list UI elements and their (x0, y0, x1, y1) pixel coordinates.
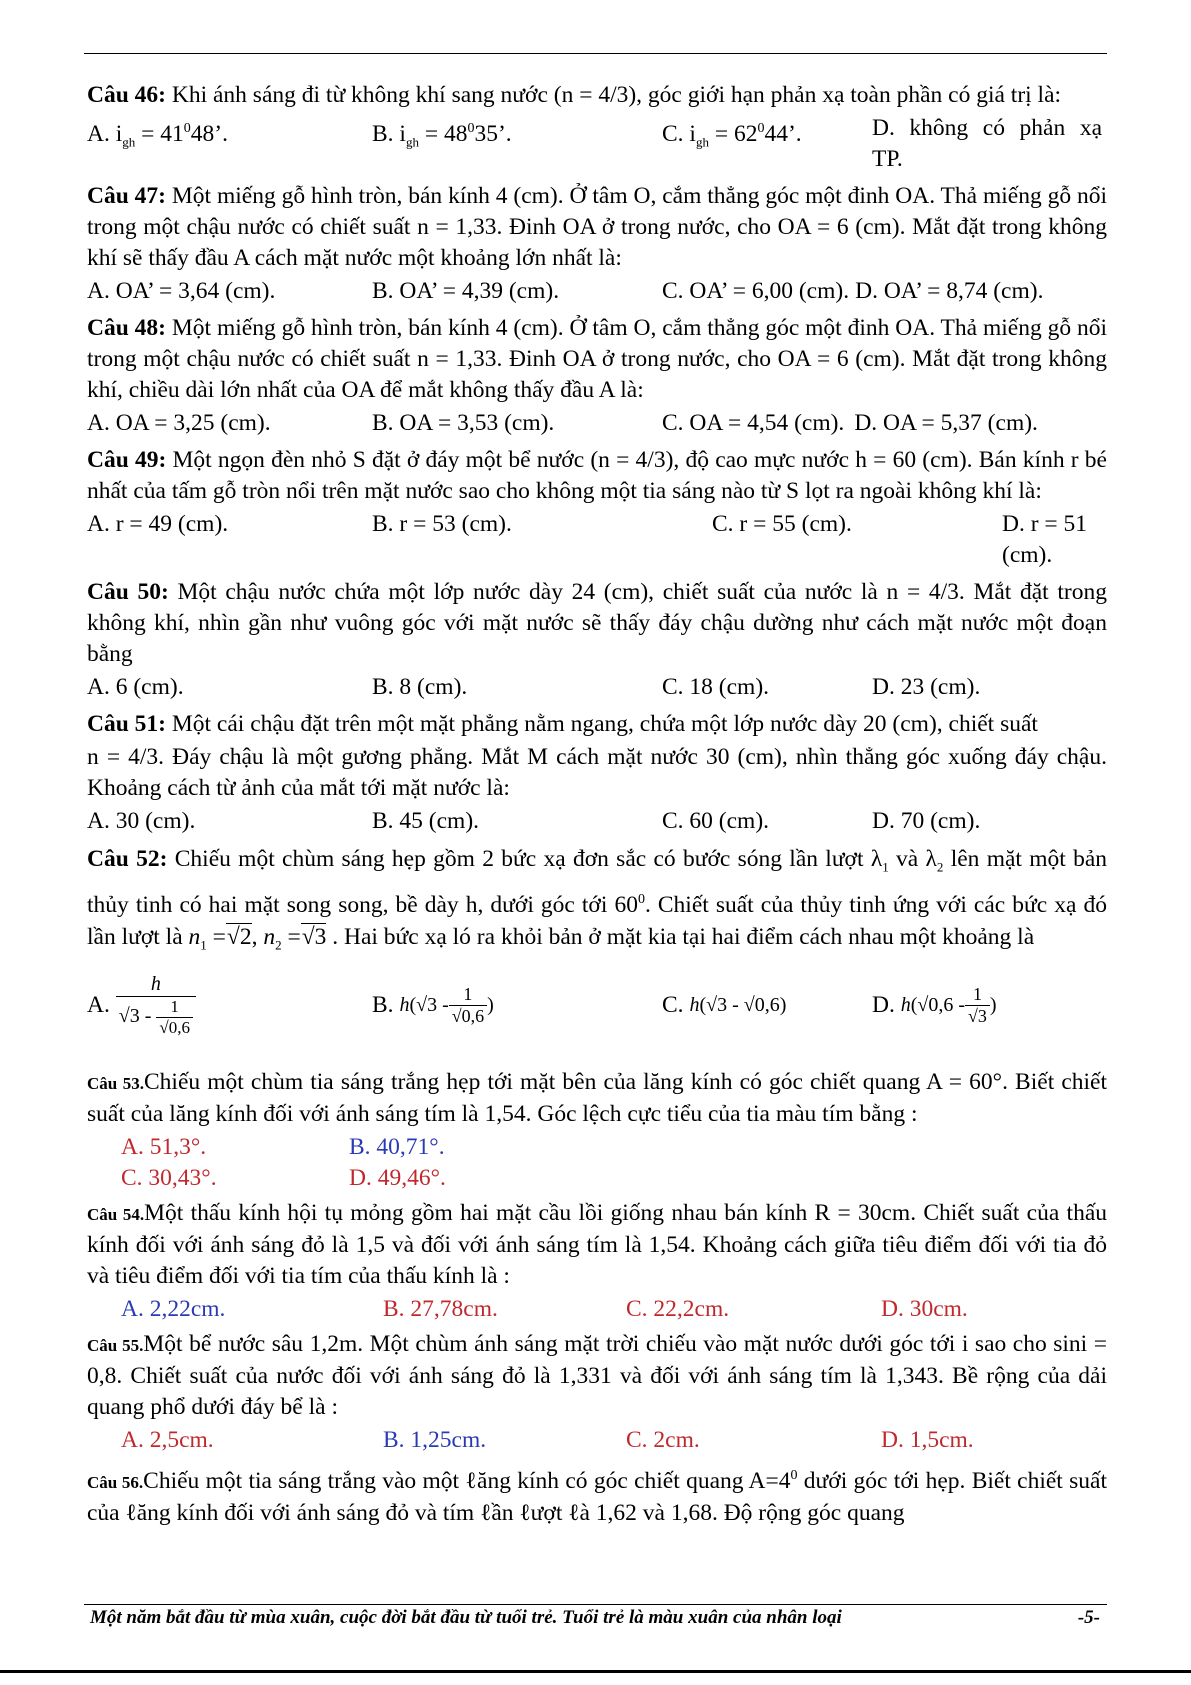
question-label: Câu 49: (87, 447, 167, 473)
bottom-border (0, 1670, 1191, 1673)
question-52 (87, 843, 1107, 1043)
question-53 (87, 1067, 1107, 1194)
option-c[interactable]: C. 22,2cm. (626, 1296, 730, 1323)
option-b[interactable]: B. r = 53 (cm). (372, 511, 512, 537)
option-c[interactable]: C. h (√3 - √0,6) (662, 991, 787, 1018)
question-54 (87, 1198, 1107, 1325)
option-a[interactable]: A. OA = 3,25 (cm). (87, 410, 271, 436)
option-b[interactable]: B. $i_{gh} = 48^035$’. (372, 120, 512, 150)
question-list (87, 80, 1107, 1529)
question-text: Một bể nước sâu 1,2m. Một chùm ánh sáng mặt trời chiếu vào mặt nước dưới góc tới i sao cho sini = 0,8. Chiết suất của nước đối với ánh sáng đỏ là 1,331 và đối với ánh sáng tím là 1,343. Bề rộng của dải quang phổ dưới đáy bể là : (87, 1331, 1108, 1421)
footer-motto: Một năm bắt đầu từ mùa xuân, cuộc đời bắt đầu từ tuổi trẻ. Tuổi trẻ là màu xuân của nhân loại (90, 1607, 842, 1628)
option-b[interactable]: B. 1,25cm. (383, 1427, 487, 1454)
question-label: Câu 56. (87, 1473, 144, 1493)
option-b[interactable]: B. 45 (cm). (372, 808, 480, 834)
footer (90, 1607, 1100, 1629)
option-c[interactable]: C. r = 55 (cm). (712, 511, 852, 537)
question-text: Một chậu nước chứa một lớp nước dày 24 (cm), chiết suất của nước là n = 4/3. Mắt đặt trong không khí, nhìn gần như vuông góc với mặt nước sẽ thấy đáy chậu dường như cách mặt nước một đoạn bằng (87, 579, 1107, 667)
question-label: Câu 51: (87, 711, 166, 737)
question-label: Câu 50: (87, 579, 169, 605)
option-a[interactable]: A. 30 (cm). (87, 808, 196, 834)
option-b[interactable]: B. 27,78cm. (383, 1296, 498, 1323)
option-d[interactable]: D. 23 (cm). (872, 674, 981, 700)
option-a[interactable]: A. r = 49 (cm). (87, 511, 229, 537)
option-d[interactable]: D. OA = 5,37 (cm). (854, 410, 1038, 436)
option-c[interactable]: C. 60 (cm). (662, 808, 770, 834)
question-49 (87, 445, 1107, 571)
question-text: Một miếng gỗ hình tròn, bán kính 4 (cm). Ở tâm O, cắm thẳng góc một đinh OA. Thả miếng gỗ nổi trong một chậu nước có chiết suất n = 1,33. Đinh OA ở trong nước, cho OA = 6 (cm). Mắt đặt trong không khí sẽ thấy đầu A cách mặt nước một khoảng lớn nhất là: (87, 183, 1108, 271)
option-b[interactable]: B. OA’ = 4,39 (cm). (372, 278, 560, 304)
question-label: Câu 54. (87, 1205, 145, 1225)
question-label: Câu 55. (87, 1336, 144, 1356)
option-c[interactable]: C. 18 (cm). (662, 674, 770, 700)
option-c[interactable]: C. 2cm. (626, 1427, 700, 1454)
option-b[interactable]: B. 40,71°. (349, 1134, 445, 1161)
option-a[interactable]: A. $i_{gh} = 41^048$’. (87, 120, 228, 150)
option-d[interactable]: D. OA’ = 8,74 (cm). (855, 278, 1044, 304)
question-label: Câu 52: (87, 846, 168, 872)
option-d[interactable]: D. h (√0,6 - $\frac{1}{√3}$ ) (872, 983, 997, 1026)
option-a[interactable]: A. h √3 - $\frac{1}{√0,6}$ (87, 973, 372, 1038)
question-text: Một ngọn đèn nhỏ S đặt ở đáy một bể nước (n = 4/3), độ cao mực nước h = 60 (cm). Bán kính r bé nhất của tấm gỗ tròn nổi trên mặt nước sao cho không một tia sáng nào từ S lọt ra ngoài không khí là: (87, 447, 1107, 504)
question-text: Chiếu một tia sáng trắng vào một ℓăng kính có góc chiết quang $A=4^0$ dưới góc tới hẹp. Biết chiết suất của ℓăng kính đối với ánh sáng đỏ và tím ℓần ℓượt ℓà 1,62 và 1,68. Độ rộng góc quang (87, 1468, 1108, 1527)
question-text: Một thấu kính hội tụ mỏng gồm hai mặt cầu lồi giống nhau bán kính R = 30cm. Chiết suất của thấu kính đối với ánh sáng đỏ là 1,5 và đối với ánh sáng tím là 1,54. Khoảng cách giữa tiêu điểm đối với tia đỏ và tiêu điểm đối với tia tím của thấu kính là : (87, 1200, 1108, 1290)
question-text: Một cái chậu đặt trên một mặt phẳng nằm ngang, chứa một lớp nước dày 20 (cm), chiết suất (166, 711, 1038, 737)
header-rule (84, 53, 1107, 54)
question-56 (87, 1460, 1107, 1529)
question-text: Một miếng gỗ hình tròn, bán kính 4 (cm). Ở tâm O, cắm thẳng góc một đinh OA. Thả miếng gỗ nổi trong một chậu nước có chiết suất n = 1,33. Đinh OA ở trong nước, cho OA = 6 (cm). Mắt đặt trong không khí, chiều dài lớn nhất của OA để mắt không thấy đầu A là: (87, 315, 1108, 403)
question-51 (87, 709, 1107, 837)
question-55 (87, 1329, 1107, 1456)
question-text: Chiếu một chùm tia sáng trắng hẹp tới mặt bên của lăng kính có góc chiết quang A = 60°. Biết chiết suất của lăng kính đối với ánh sáng tím là 1,54. Góc lệch cực tiểu của tia màu tím bằng : (87, 1069, 1108, 1128)
question-text-continued: n = 4/3. Đáy chậu là một gương phẳng. Mắt M cách mặt nước 30 (cm), nhìn thẳng góc xuống đáy chậu. Khoảng cách từ ảnh của mắt tới mặt nước là: (87, 744, 1107, 801)
question-label: Câu 47: (87, 183, 167, 209)
footer-rule (84, 1604, 1107, 1605)
option-a[interactable]: A. OA’ = 3,64 (cm). (87, 278, 276, 304)
question-46 (87, 80, 1107, 175)
option-d[interactable]: D. 1,5cm. (881, 1427, 974, 1454)
option-b[interactable]: B. 8 (cm). (372, 674, 468, 700)
option-d[interactable]: D. 49,46°. (349, 1165, 446, 1192)
question-label: Câu 46: (87, 82, 166, 108)
option-a[interactable]: A. 6 (cm). (87, 674, 184, 700)
question-label: Câu 48: (87, 315, 167, 341)
option-d[interactable]: D. không có phản xạ TP. (872, 115, 1102, 172)
option-b[interactable]: B. OA = 3,53 (cm). (372, 410, 555, 436)
option-d[interactable]: D. 30cm. (881, 1296, 968, 1323)
option-b[interactable]: B. h (√3 - $\frac{1}{√0,6}$ ) (372, 983, 494, 1026)
question-label: Câu 53. (87, 1074, 144, 1094)
question-50 (87, 577, 1107, 703)
option-d[interactable]: D. r = 51 (cm). (1002, 511, 1088, 568)
option-a[interactable]: A. 2,5cm. (121, 1427, 214, 1454)
question-text: Chiếu một chùm sáng hẹp gồm 2 bức xạ đơn sắc có bước sóng lần lượt $\lambda_1$ và $\lambda_2$ lên mặt một bản thủy tinh có hai mặt song song, bề dày h, dưới góc tới $60^0$. Chiết suất của thủy tinh ứng với các bức xạ đó lần lượt là $n_1 =√2$, $n_2 =√3$ . Hai bức xạ ló ra khỏi bản ở mặt kia tại hai điểm cách nhau một khoảng là (87, 846, 1108, 953)
option-a[interactable]: A. 2,22cm. (121, 1296, 226, 1323)
question-text: Khi ánh sáng đi từ không khí sang nước (n = 4/3), góc giới hạn phản xạ toàn phần có giá trị là: (166, 82, 1062, 108)
option-a[interactable]: A. 51,3°. (121, 1134, 207, 1161)
option-c[interactable]: C. 30,43°. (121, 1165, 217, 1192)
option-d[interactable]: D. 70 (cm). (872, 808, 981, 834)
option-c[interactable]: C. OA’ = 6,00 (cm). (662, 278, 850, 304)
question-48 (87, 313, 1107, 439)
page-number: -5- (1077, 1607, 1100, 1628)
option-c[interactable]: C. $i_{gh} = 62^044$’. (662, 120, 802, 150)
question-47 (87, 181, 1107, 307)
option-c[interactable]: C. OA = 4,54 (cm). (662, 410, 845, 436)
